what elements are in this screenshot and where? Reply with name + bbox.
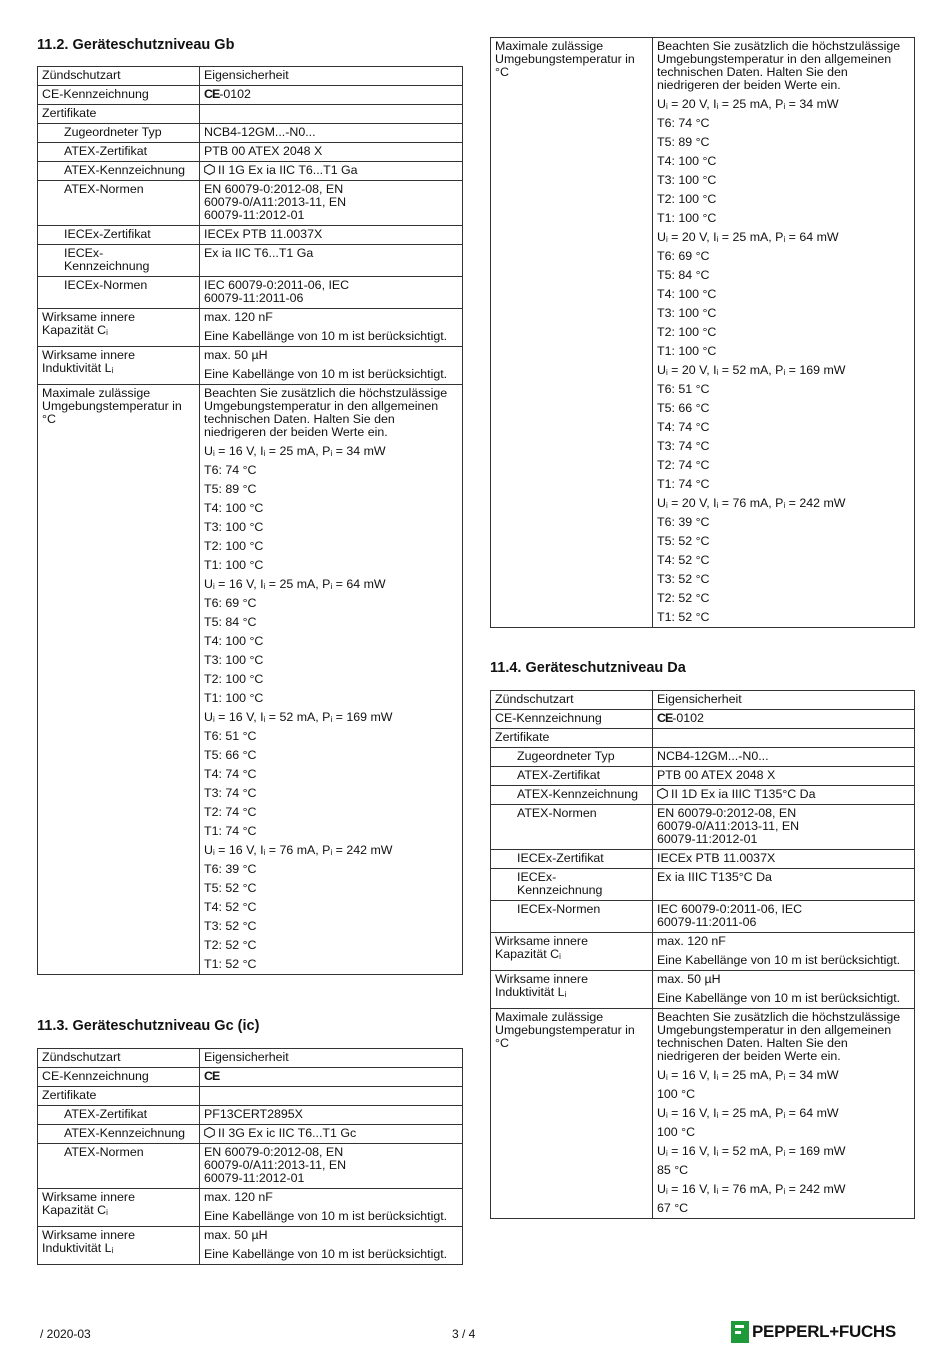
temperature-value: T2: 100 °C (657, 192, 717, 206)
table-row: IECEx-Zertifikat IECEx PTB 11.0037X (38, 226, 463, 245)
temperature-value: T3: 100 °C (657, 306, 717, 320)
temperature-value: T6: 51 °C (204, 729, 257, 743)
temp-values (653, 38, 915, 628)
table-gc (37, 1048, 463, 1265)
table-gb-continued (490, 37, 915, 628)
temperature-value: T4: 74 °C (657, 420, 710, 434)
table-row: Zugeordneter Typ NCB4-12GM...-N0... (38, 124, 463, 143)
table-row: ATEX-Zertifikat PTB 00 ATEX 2048 X (38, 143, 463, 162)
temperature-value: T2: 52 °C (657, 591, 710, 605)
table-row: Maximale zulässige Umgebungstemperatur in °C Beachten Sie zusätzlich die höchstzulässige Umgebungstemperatur in den allgemeinen technischen Daten. Halten Sie den niedrigeren der beiden Werte ein. $U_i = 16$ V, $I_i = 25$ mA, $P_i = 34$ mW T6: 74 °C T5: 89 °C T4: 100 °C T3: 100 °C T2: 100 °C T1: 100 °C $U_i = 16$ V, $I_i = 25$ mA, $P_i = 64$ mW T6: 69 °C T5: 84 °C T4: 100 °C T3: 100 °C T2: 100 °C T1: 100 °C $U_i = 16$ V, $I_i = 52$ mA, $P_i = 169$ mW T6: 51 °C T5: 66 °C T4: 74 °C T3: 74 °C T2: 74 °C T1: 74 °C $U_i = 16$ V, $I_i = 76$ mA, $P_i = 242$ mW T6: 39 °C T5: 52 °C T4: 52 °C T3: 52 °C T2: 52 °C T1: 52 °C (38, 385, 463, 975)
electrical-params: $U_i = 20$ V, $I_i = 76$ mA, $P_i = 242$ mW (657, 496, 846, 510)
table-row: Zugeordneter Typ NCB4-12GM...-N0... (491, 748, 915, 767)
temperature-value: T1: 100 °C (657, 344, 717, 358)
footer-page-number: 3 / 4 (452, 1327, 476, 1341)
electrical-params: $U_i = 16$ V, $I_i = 76$ mA, $P_i = 242$ mW (204, 843, 393, 857)
table-row: Zündschutzart Eigensicherheit (491, 691, 915, 710)
temperature-value: T2: 100 °C (657, 325, 717, 339)
table-row: ATEX-Kennzeichnung II 3G Ex ic IIC T6...T1 Gc (38, 1125, 463, 1144)
table-row: Wirksame innere Induktivität $L_i$ max. 50 µH Eine Kabellänge von 10 m ist berücksichtigt. (38, 1227, 463, 1265)
temperature-value: T5: 89 °C (204, 482, 257, 496)
table-row: Wirksame innere Induktivität $L_i$ max. 50 µH Eine Kabellänge von 10 m ist berücksichtigt. (38, 347, 463, 385)
temperature-value: T3: 52 °C (657, 572, 710, 586)
table-row: ATEX-Kennzeichnung II 1D Ex ia IIIC T135°C Da (491, 786, 915, 805)
temperature-value: T3: 52 °C (204, 919, 257, 933)
temperature-value: T1: 74 °C (204, 824, 257, 838)
temperature-value: T4: 100 °C (657, 287, 717, 301)
table-row: Wirksame innere Kapazität $C_i$ max. 120 nF Eine Kabellänge von 10 m ist berücksichtigt. (38, 1189, 463, 1227)
temperature-value: T2: 74 °C (204, 805, 257, 819)
brand-name: PEPPERL+FUCHS (752, 1322, 896, 1341)
table-row: IECEx- Kennzeichnung Ex ia IIIC T135°C Da (491, 869, 915, 901)
table-row: Wirksame innere Kapazität $C_i$ max. 120 nF Eine Kabellänge von 10 m ist berücksichtigt. (38, 309, 463, 347)
temperature-value: T2: 100 °C (204, 672, 264, 686)
footer-date: / 2020-03 (40, 1327, 91, 1341)
electrical-params: $U_i = 16$ V, $I_i = 52$ mA, $P_i = 169$ mW (204, 710, 393, 724)
electrical-params: $U_i = 16$ V, $I_i = 25$ mA, $P_i = 64$ mW (657, 1106, 839, 1120)
ce-mark-icon: CE (204, 87, 220, 101)
table-row: ATEX-Zertifikat PF13CERT2895X (38, 1106, 463, 1125)
temperature-value: T3: 74 °C (204, 786, 257, 800)
section-heading-gc: 11.3. Geräteschutzniveau Gc (ic) (37, 1018, 260, 1034)
table-row: IECEx-Zertifikat IECEx PTB 11.0037X (491, 850, 915, 869)
temperature-value: 85 °C (657, 1163, 689, 1177)
table-row: ATEX-Normen EN 60079-0:2012-08, EN 60079-0/A11:2013-11, EN 60079-11:2012-01 (38, 1144, 463, 1189)
table-row: CE-Kennzeichnung CE (38, 1068, 463, 1087)
table-row: Zertifikate (38, 105, 463, 124)
table-row: ATEX-Normen EN 60079-0:2012-08, EN 60079-0/A11:2013-11, EN 60079-11:2012-01 (491, 805, 915, 850)
temperature-value: T1: 100 °C (204, 691, 264, 705)
temperature-value: T1: 52 °C (657, 610, 710, 624)
temp-values (200, 385, 463, 975)
temperature-value: T5: 84 °C (657, 268, 710, 282)
section-heading-da: 11.4. Geräteschutzniveau Da (490, 660, 686, 676)
table-row: IECEx- Kennzeichnung Ex ia IIC T6...T1 Ga (38, 245, 463, 277)
temperature-value: T5: 52 °C (657, 534, 710, 548)
ex-hexagon-icon (204, 1127, 215, 1138)
temperature-value: T5: 84 °C (204, 615, 257, 629)
table-row: Wirksame innere Induktivität $L_i$ max. 50 µH Eine Kabellänge von 10 m ist berücksichtigt. (491, 971, 915, 1009)
table-row: ATEX-Kennzeichnung II 1G Ex ia IIC T6...T1 Ga (38, 162, 463, 181)
table-row: IECEx-Normen IEC 60079-0:2011-06, IEC 60079-11:2011-06 (491, 901, 915, 933)
table-row: Zündschutzart Eigensicherheit (38, 1049, 463, 1068)
temperature-value: T4: 100 °C (204, 501, 264, 515)
temperature-value: 100 °C (657, 1087, 696, 1101)
ex-hexagon-icon (204, 164, 215, 175)
electrical-params: $U_i = 20$ V, $I_i = 25$ mA, $P_i = 34$ mW (657, 97, 839, 111)
temperature-value: T6: 39 °C (657, 515, 710, 529)
temperature-value: T1: 100 °C (657, 211, 717, 225)
temp-note: Beachten Sie zusätzlich die höchstzulässige Umgebungstemperatur in den allgemeinen technischen Daten. Halten Sie den niedrigeren der beiden Werte ein. (657, 1010, 901, 1063)
temperature-value: T6: 74 °C (204, 463, 257, 477)
electrical-params: $U_i = 16$ V, $I_i = 76$ mA, $P_i = 242$ mW (657, 1182, 846, 1196)
temperature-value: T1: 52 °C (204, 957, 257, 971)
table-row: Maximale zulässige Umgebungstemperatur in °C Beachten Sie zusätzlich die höchstzulässige Umgebungstemperatur in den allgemeinen technischen Daten. Halten Sie den niedrigeren der beiden Werte ein. $U_i = 20$ V, $I_i = 25$ mA, $P_i = 34$ mW T6: 74 °C T5: 89 °C T4: 100 °C T3: 100 °C T2: 100 °C T1: 100 °C $U_i = 20$ V, $I_i = 25$ mA, $P_i = 64$ mW T6: 69 °C T5: 84 °C T4: 100 °C T3: 100 °C T2: 100 °C T1: 100 °C $U_i = 20$ V, $I_i = 52$ mA, $P_i = 169$ mW T6: 51 °C T5: 66 °C T4: 74 °C T3: 74 °C T2: 74 °C T1: 74 °C $U_i = 20$ V, $I_i = 76$ mA, $P_i = 242$ mW T6: 39 °C T5: 52 °C T4: 52 °C T3: 52 °C T2: 52 °C T1: 52 °C (491, 38, 915, 628)
electrical-params: $U_i = 16$ V, $I_i = 25$ mA, $P_i = 64$ mW (204, 577, 386, 591)
temperature-value: T4: 52 °C (657, 553, 710, 567)
temperature-value: 67 °C (657, 1201, 689, 1215)
brand-logo (731, 1321, 896, 1343)
temperature-value: T3: 100 °C (204, 520, 264, 534)
temperature-value: T5: 66 °C (204, 748, 257, 762)
temperature-value: T5: 89 °C (657, 135, 710, 149)
temperature-value: T2: 100 °C (204, 539, 264, 553)
temperature-value: T6: 39 °C (204, 862, 257, 876)
temperature-value: T6: 51 °C (657, 382, 710, 396)
temperature-value: T6: 69 °C (657, 249, 710, 263)
table-gb (37, 66, 463, 975)
ce-mark-icon: CE (657, 711, 673, 725)
table-row: ATEX-Normen EN 60079-0:2012-08, EN 60079-0/A11:2013-11, EN 60079-11:2012-01 (38, 181, 463, 226)
temp-values (653, 1009, 915, 1219)
temperature-value: T4: 100 °C (657, 154, 717, 168)
temperature-value: T6: 69 °C (204, 596, 257, 610)
table-row: CE-Kennzeichnung CE-0102 (491, 710, 915, 729)
electrical-params: $U_i = 20$ V, $I_i = 52$ mA, $P_i = 169$ mW (657, 363, 846, 377)
table-row: IECEx-Normen IEC 60079-0:2011-06, IEC 60079-11:2011-06 (38, 277, 463, 309)
temperature-value: T1: 100 °C (204, 558, 264, 572)
table-row: Zertifikate (491, 729, 915, 748)
table-row: Zertifikate (38, 1087, 463, 1106)
electrical-params: $U_i = 16$ V, $I_i = 52$ mA, $P_i = 169$ mW (657, 1144, 846, 1158)
table-row: Zündschutzart Eigensicherheit (38, 67, 463, 86)
temperature-value: T2: 52 °C (204, 938, 257, 952)
temperature-value: T4: 52 °C (204, 900, 257, 914)
temp-note: Beachten Sie zusätzlich die höchstzulässige Umgebungstemperatur in den allgemeinen technischen Daten. Halten Sie den niedrigeren der beiden Werte ein. (204, 386, 448, 439)
ce-mark-icon: CE (204, 1069, 220, 1083)
table-row: Maximale zulässige Umgebungstemperatur in °C Beachten Sie zusätzlich die höchstzulässige Umgebungstemperatur in den allgemeinen technischen Daten. Halten Sie den niedrigeren der beiden Werte ein. $U_i = 16$ V, $I_i = 25$ mA, $P_i = 34$ mW 100 °C $U_i = 16$ V, $I_i = 25$ mA, $P_i = 64$ mW 100 °C $U_i = 16$ V, $I_i = 52$ mA, $P_i = 169$ mW 85 °C $U_i = 16$ V, $I_i = 76$ mA, $P_i = 242$ mW 67 °C (491, 1009, 915, 1219)
table-row: CE-Kennzeichnung CE-0102 (38, 86, 463, 105)
temperature-value: T3: 100 °C (657, 173, 717, 187)
temperature-value: 100 °C (657, 1125, 696, 1139)
temp-note: Beachten Sie zusätzlich die höchstzulässige Umgebungstemperatur in den allgemeinen technischen Daten. Halten Sie den niedrigeren der beiden Werte ein. (657, 39, 901, 92)
temperature-value: T5: 66 °C (657, 401, 710, 415)
electrical-params: $U_i = 16$ V, $I_i = 25$ mA, $P_i = 34$ mW (657, 1068, 839, 1082)
temperature-value: T3: 74 °C (657, 439, 710, 453)
brand-logo-icon (731, 1321, 749, 1343)
table-row: Wirksame innere Kapazität $C_i$ max. 120 nF Eine Kabellänge von 10 m ist berücksichtigt. (491, 933, 915, 971)
electrical-params: $U_i = 20$ V, $I_i = 25$ mA, $P_i = 64$ mW (657, 230, 839, 244)
temperature-value: T1: 74 °C (657, 477, 710, 491)
ex-hexagon-icon (657, 788, 668, 799)
temperature-value: T3: 100 °C (204, 653, 264, 667)
temperature-value: T5: 52 °C (204, 881, 257, 895)
temperature-value: T6: 74 °C (657, 116, 710, 130)
table-row: ATEX-Zertifikat PTB 00 ATEX 2048 X (491, 767, 915, 786)
electrical-params: $U_i = 16$ V, $I_i = 25$ mA, $P_i = 34$ mW (204, 444, 386, 458)
section-heading-gb: 11.2. Geräteschutzniveau Gb (37, 37, 235, 53)
temperature-value: T4: 100 °C (204, 634, 264, 648)
table-da (490, 690, 915, 1219)
temperature-value: T4: 74 °C (204, 767, 257, 781)
temperature-value: T2: 74 °C (657, 458, 710, 472)
